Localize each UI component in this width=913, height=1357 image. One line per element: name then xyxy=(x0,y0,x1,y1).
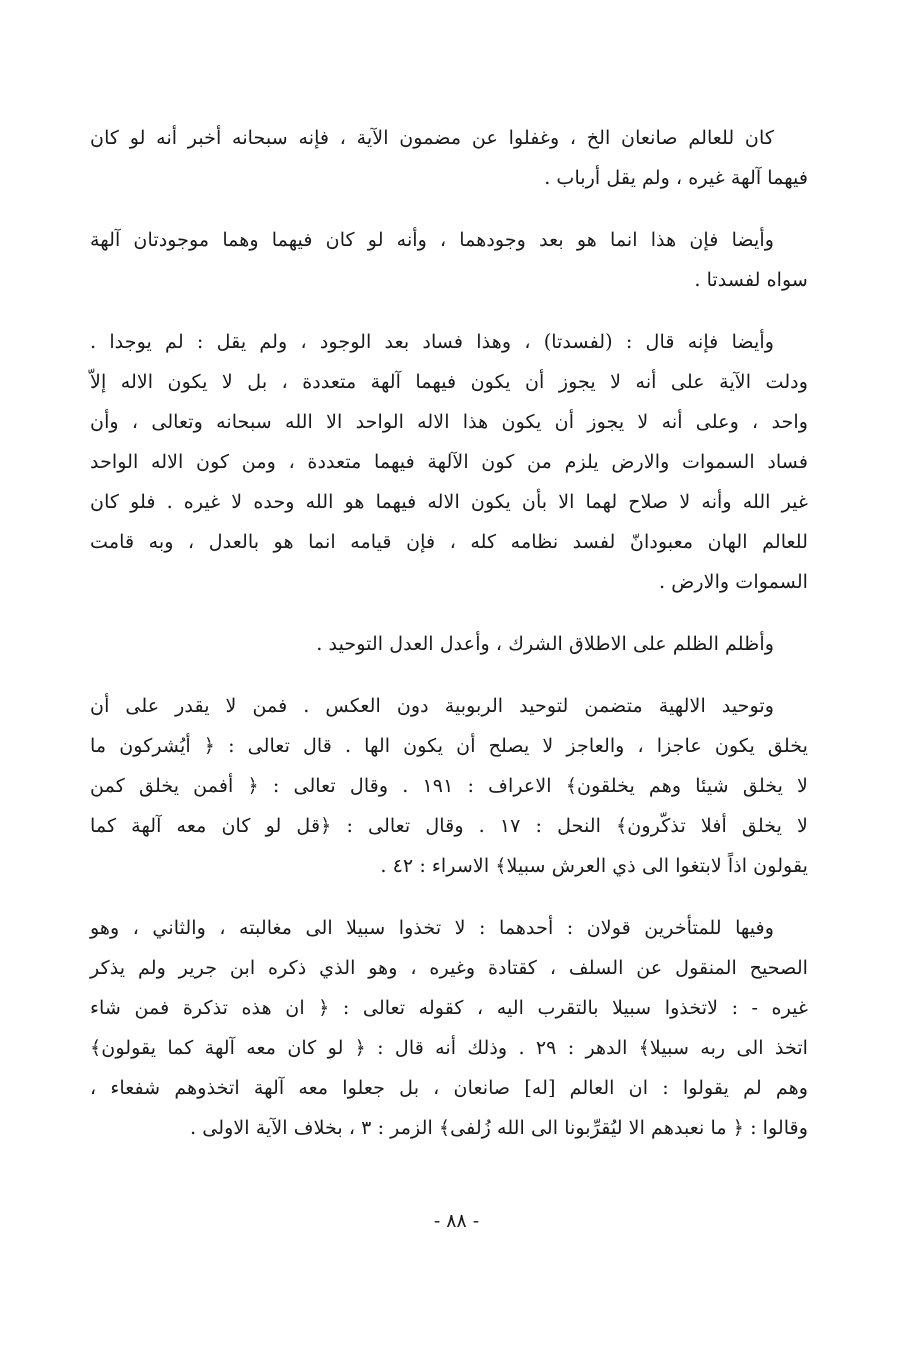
text-line: وأظلم الظلم على الاطلاق الشرك ، وأعدل العدل التوحيد . xyxy=(316,632,774,655)
text-line: يقولون اذاً لابتغوا الى ذي العرش سبيلا﴾ الاسراء : ٤٢ . xyxy=(380,854,808,877)
text-line: اتخذ الى ربه سبيلا﴾ الدهر : ٢٩ . وذلك أنه قال : ﴿ لو كان معه آلهة كما يقولون﴾ xyxy=(90,1036,809,1059)
text-line: وأيضا فإنه قال : (لفسدتا) ، وهذا فساد بعد الوجود ، ولم يقل : لم يوجدا . xyxy=(90,330,774,353)
text-line: لا يخلق شيئا وهم يخلقون﴾ الاعراف : ١٩١ . وقال تعالى : ﴿ أفمن يخلق كمن xyxy=(90,774,808,797)
text-line: غير الله وأنه لا صلاح لهما الا بأن يكون الاله فيهما هو الله وحده لا غيره . فلو كان xyxy=(90,490,808,513)
text-line: وأيضا فإن هذا انما هو بعد وجودهما ، وأنه لو كان فيهما وهما موجودتان آلهة xyxy=(90,228,774,251)
text-line: يخلق يكون عاجزا ، والعاجز لا يصلح أن يكون الها . قال تعالى : ﴿ أيُشركون ما xyxy=(90,734,808,757)
text-line: ودلت الآية على أنه لا يجوز أن يكون فيهما آلهة متعددة ، بل لا يكون الاله إلاّ xyxy=(90,370,808,393)
text-line: السموات والارض . xyxy=(659,570,808,593)
text-line: غيره - : لاتخذوا سبيلا بالتقرب اليه ، كقوله تعالى : ﴿ ان هذه تذكرة فمن شاء xyxy=(90,996,808,1019)
text-line: كان للعالم صانعان الخ ، وغفلوا عن مضمون الآية ، فإنه سبحانه أخبر أنه لو كان xyxy=(90,126,774,149)
text-line: لا يخلق أفلا تذكّرون﴾ النحل : ١٧ . وقال تعالى : ﴿قل لو كان معه آلهة كما xyxy=(90,814,808,837)
text-line: فيهما آلهة غيره ، ولم يقل أرباب . xyxy=(544,166,808,189)
text-line: وهم لم يقولوا : ان العالم [له] صانعان ، بل جعلوا معه آلهة اتخذوهم شفعاء ، xyxy=(90,1076,808,1099)
text-line: الصحيح المنقول عن السلف ، كقتادة وغيره ، وهو الذي ذكره ابن جرير ولم يذكر xyxy=(90,956,808,979)
text-line: واحد ، وعلى أنه لا يجوز أن يكون هذا الاله الواحد الا الله سبحانه وتعالى ، وأن xyxy=(90,410,808,433)
page-body xyxy=(90,118,808,1170)
paragraph xyxy=(90,118,808,198)
text-line: سواه لفسدتا . xyxy=(694,268,808,291)
paragraph xyxy=(90,220,808,300)
paragraph xyxy=(90,624,808,664)
text-line: فساد السموات والارض يلزم من كون الآلهة فيهما متعددة ، ومن كون الاله الواحد xyxy=(90,450,808,473)
page-number: - ٨٨ - xyxy=(433,1210,480,1232)
paragraph xyxy=(90,908,808,1148)
paragraph xyxy=(90,686,808,886)
text-line: للعالم الهان معبودانّ لفسد نظامه كله ، فإن قيامه انما هو بالعدل ، وبه قامت xyxy=(90,530,808,553)
text-line: وتوحيد الالهية متضمن لتوحيد الربوبية دون العكس . فمن لا يقدر على أن xyxy=(90,694,774,717)
text-line: وقالوا : ﴿ ما نعبدهم الا ليُقرِّبونا الى الله زُلفى﴾ الزمر : ٣ ، بخلاف الآية الاولى . xyxy=(190,1116,808,1139)
paragraph xyxy=(90,322,808,602)
text-line: وفيها للمتأخرين قولان : أحدهما : لا تخذوا سبيلا الى مغالبته ، والثاني ، وهو xyxy=(90,916,774,939)
